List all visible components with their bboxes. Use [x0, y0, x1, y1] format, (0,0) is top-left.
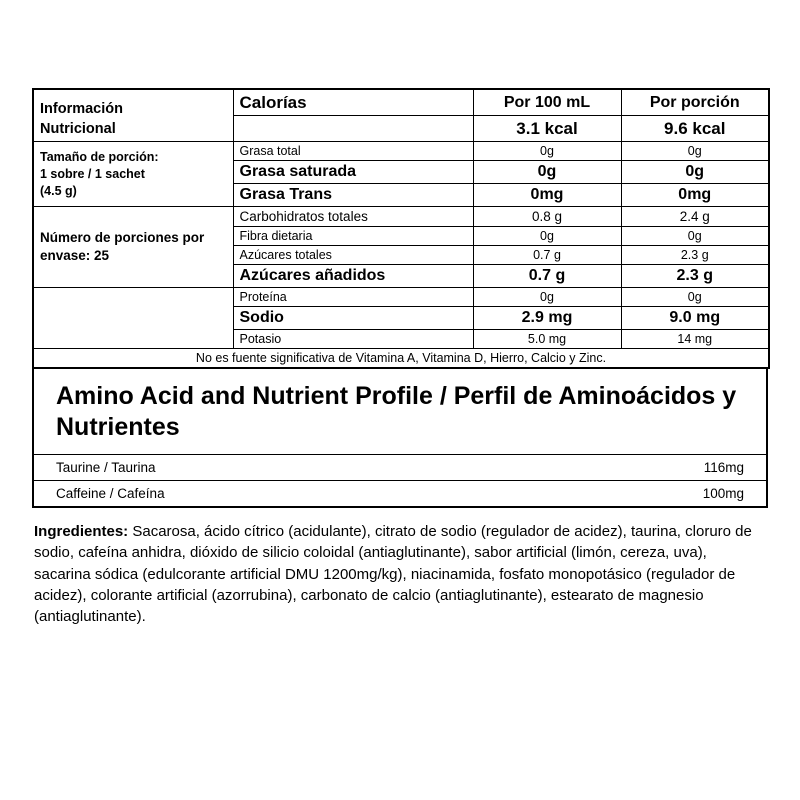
header-col-per-serving: Por porción	[621, 89, 769, 116]
amino-acid-section	[32, 369, 768, 508]
nutrient-name: Carbohidratos totales	[233, 207, 473, 227]
nutrient-value-serving: 0g	[621, 142, 769, 161]
nutrient-value-100ml: 0g	[473, 227, 621, 246]
table-row-header	[33, 89, 769, 116]
serving-size-cell	[33, 142, 233, 207]
header-col-per-100ml: Por 100 mL	[473, 89, 621, 116]
nutrient-name: Potasio	[233, 330, 473, 349]
nutrition-facts-table	[32, 88, 770, 369]
nutrient-value-serving: 2.3 g	[621, 246, 769, 265]
amino-acid-table	[34, 454, 766, 506]
table-row	[33, 207, 769, 227]
calories-per-100ml: 3.1 kcal	[473, 116, 621, 142]
nutrient-value-100ml: 2.9 mg	[473, 307, 621, 330]
servings-per-container-line1: Número de porciones por	[40, 229, 205, 245]
nutrient-name: Grasa total	[233, 142, 473, 161]
amino-row-value: 100mg	[546, 481, 766, 507]
nutrient-name: Fibra dietaria	[233, 227, 473, 246]
nutrition-table-body	[33, 89, 769, 368]
nutrient-value-serving: 0g	[621, 227, 769, 246]
nutrient-name: Azúcares añadidos	[233, 265, 473, 288]
table-row	[34, 455, 766, 481]
nutrient-value-serving: 2.3 g	[621, 265, 769, 288]
nutrition-label	[32, 88, 768, 628]
nutrient-name: Grasa saturada	[233, 161, 473, 184]
servings-per-container-line2: envase: 25	[40, 248, 110, 264]
amino-row-value: 116mg	[546, 455, 766, 481]
ingredients-label: Ingredientes:	[34, 523, 129, 541]
info-nutricional-line2: Nutricional	[40, 120, 116, 137]
nutrient-name: Sodio	[233, 307, 473, 330]
table-row-footnote	[33, 349, 769, 369]
nutrient-value-serving: 0g	[621, 161, 769, 184]
ingredients-text: Sacarosa, ácido cítrico (acidulante), citrato de sodio (regulador de acidez), taurina, cloruro de sodio, cafeína anhidra, dióxido de silicio coloidal (antiaglutinante), sabor artificial (limón, cereza, uva), sacarina sódica (edulcorante artificial DMU 1200mg/kg), niacinamida, fosfato monopotásico (regulador de acidez), colorante artificial (azorrubina), carbonato de calcio (antiaglutinante), estearato de magnesio (antiaglutinante).	[34, 523, 752, 626]
serving-size-line2: 1 sobre / 1 sachet	[40, 166, 145, 181]
nutrient-value-serving: 0mg	[621, 184, 769, 207]
ingredients-paragraph	[32, 521, 768, 627]
side-empty-cell	[33, 288, 233, 349]
nutrient-value-100ml: 0g	[473, 288, 621, 307]
nutrient-value-100ml: 0g	[473, 161, 621, 184]
info-nutricional-line1: Información	[40, 101, 123, 117]
info-nutricional-cell	[33, 89, 233, 142]
amino-acid-title: Amino Acid and Nutrient Profile / Perfil de Aminoácidos y Nutrientes	[56, 382, 737, 441]
serving-size-line3: (4.5 g)	[40, 183, 77, 198]
calories-blank-cell	[233, 116, 473, 142]
table-row	[33, 288, 769, 307]
amino-row-name: Taurine / Taurina	[34, 455, 546, 481]
nutrient-value-serving: 0g	[621, 288, 769, 307]
servings-per-container-cell	[33, 207, 233, 288]
nutrient-value-100ml: 0.8 g	[473, 207, 621, 227]
serving-size-line1: Tamaño de porción:	[40, 149, 159, 164]
nutrient-name: Proteína	[233, 288, 473, 307]
nutrition-footnote: No es fuente significativa de Vitamina A, Vitamina D, Hierro, Calcio y Zinc.	[33, 349, 769, 369]
nutrient-value-100ml: 5.0 mg	[473, 330, 621, 349]
amino-row-name: Caffeine / Cafeína	[34, 481, 546, 507]
nutrient-value-100ml: 0g	[473, 142, 621, 161]
nutrient-value-serving: 9.0 mg	[621, 307, 769, 330]
nutrient-name: Grasa Trans	[233, 184, 473, 207]
nutrient-value-100ml: 0.7 g	[473, 265, 621, 288]
nutrient-name: Azúcares totales	[233, 246, 473, 265]
table-row	[33, 142, 769, 161]
nutrient-value-100ml: 0mg	[473, 184, 621, 207]
nutrient-value-serving: 2.4 g	[621, 207, 769, 227]
nutrient-value-serving: 14 mg	[621, 330, 769, 349]
calories-per-serving: 9.6 kcal	[621, 116, 769, 142]
table-row	[34, 481, 766, 507]
header-calories-label: Calorías	[233, 89, 473, 116]
nutrient-value-100ml: 0.7 g	[473, 246, 621, 265]
